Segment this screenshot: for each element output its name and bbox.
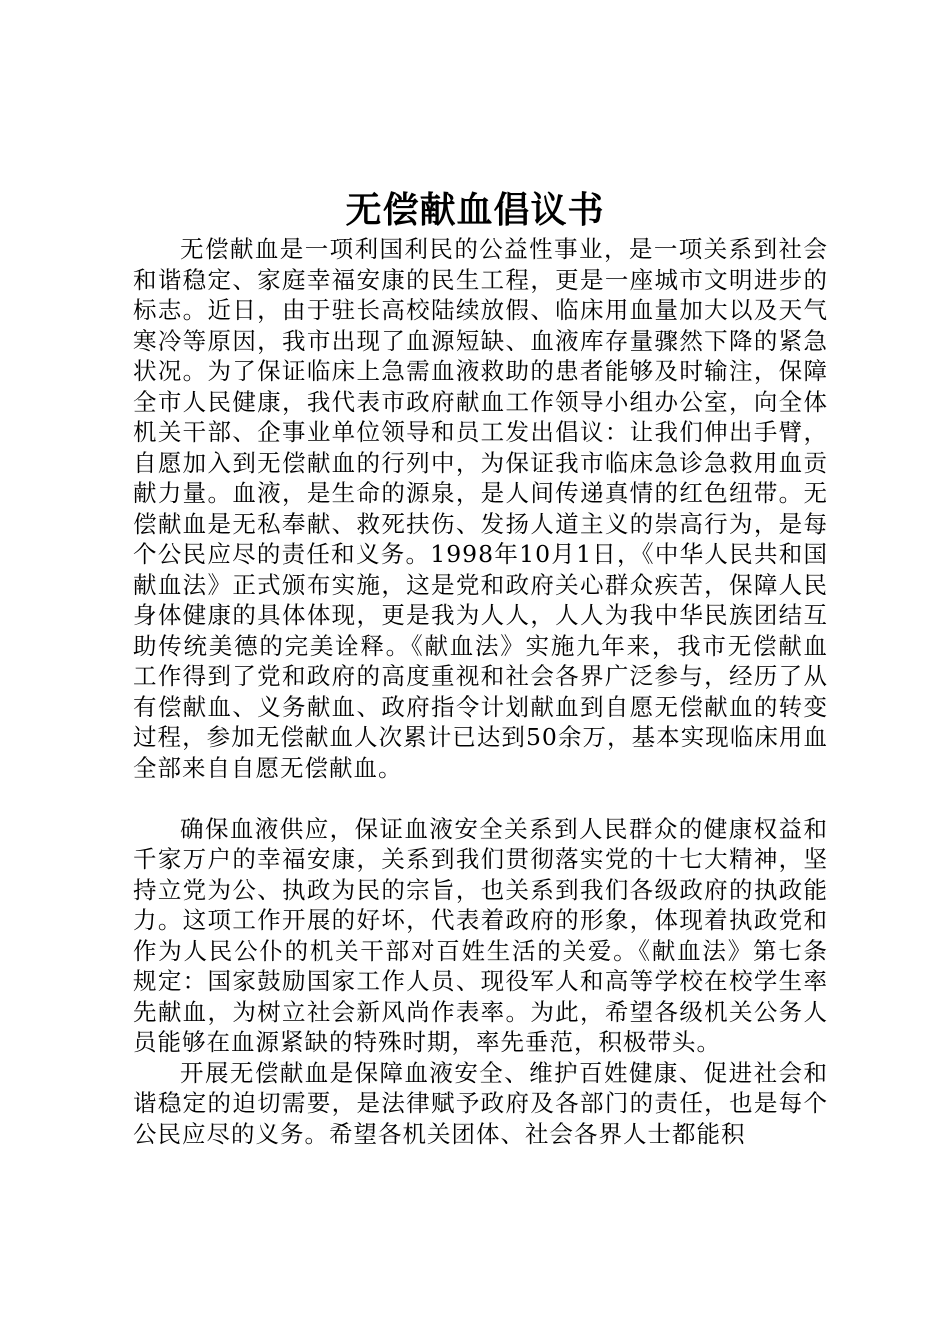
document-body bbox=[133, 234, 828, 1149]
paragraph-2: 确保血液供应，保证血液安全关系到人民群众的健康权益和千家万户的幸福安康，关系到我们贯彻落实党的十七大精神，坚持立党为公、执政为民的宗旨，也关系到我们各级政府的执政能力。这项工作开展的好坏，代表着政府的形象，体现着执政党和作为人民公仆的机关干部对百姓生活的关爱。《献血法》第七条规定：国家鼓励国家工作人员、现役军人和高等学校在校学生率先献血，为树立社会新风尚作表率。为此，希望各级机关公务人员能够在血源紧缺的特殊时期，率先垂范，积极带头。 bbox=[133, 814, 828, 1056]
paragraph-1: 无偿献血是一项利国利民的公益性事业，是一项关系到社会和谐稳定、家庭幸福安康的民生工程，更是一座城市文明进步的标志。近日，由于驻长高校陆续放假、临床用血量加大以及天气寒冷等原因，我市出现了血源短缺、血液库存量骤然下降的紧急状况。为了保证临床上急需血液救助的患者能够及时输注，保障全市人民健康，我代表市政府献血工作领导小组办公室，向全体机关干部、企事业单位领导和员工发出倡议：让我们伸出手臂，自愿加入到无偿献血的行列中，为保证我市临床急诊急救用血贡献力量。血液，是生命的源泉，是人间传递真情的红色纽带。无偿献血是无私奉献、救死扶伤、发扬人道主义的崇高行为，是每个公民应尽的责任和义务。1998年10月1日，《中华人民共和国献血法》正式颁布实施，这是党和政府关心群众疾苦，保障人民身体健康的具体体现，更是我为人人，人人为我中华民族团结互助传统美德的完美诠释。《献血法》实施九年来，我市无偿献血工作得到了党和政府的高度重视和社会各界广泛参与，经历了从有偿献血、义务献血、政府指令计划献血到自愿无偿献血的转变过程，参加无偿献血人次累计已达到50余万，基本实现临床用血全部来自自愿无偿献血。 bbox=[133, 235, 828, 782]
document-title: 无偿献血倡议书 bbox=[345, 189, 605, 231]
paragraph-3: 开展无偿献血是保障血液安全、维护百姓健康、促进社会和谐稳定的迫切需要，是法律赋予政府及各部门的责任，也是每个公民应尽的义务。希望各机关团体、社会各界人士都能积 bbox=[133, 1058, 828, 1148]
